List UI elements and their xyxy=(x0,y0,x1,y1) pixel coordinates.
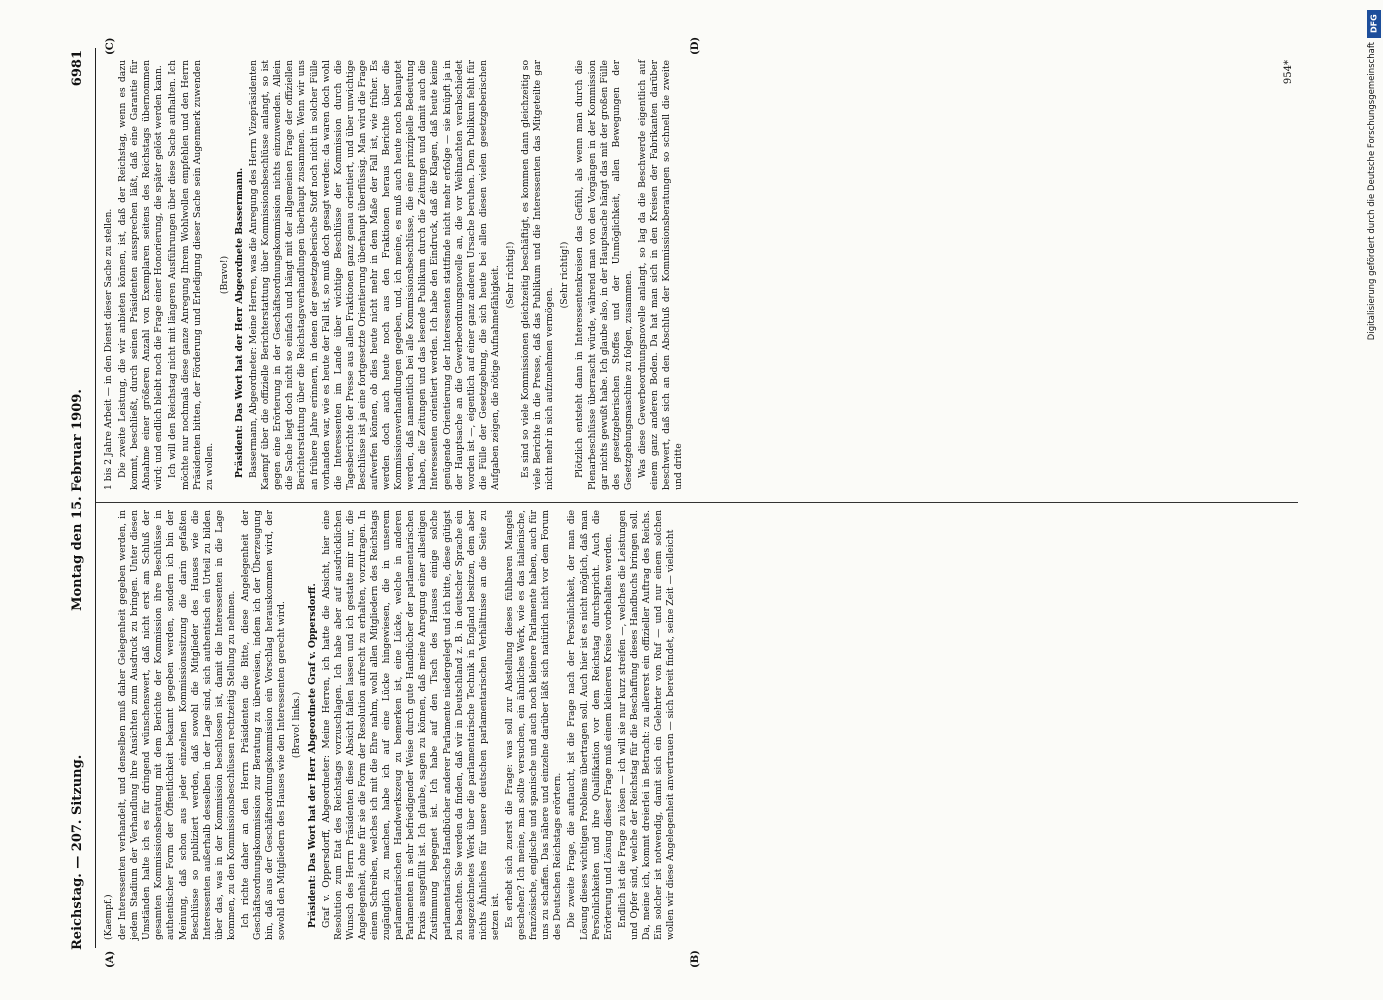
paragraph: Graf v. Oppersdorff, Abgeordneter: Meine Herren, ich hatte die Absicht, hier eine Resolution zum Etat des Reichstags vorzuschlagen. Ich habe aber auf ausdrücklichen Wunsch des Herrn Präsidenten diese Absicht fallen lassen und ich gestatte mir nur, die Angelegenheit, ohne für sie die Form der Resolution aufrecht zu erhalten, vorzutragen. In einem Schreiben, welches ich mit die Ehre nahm, wohl allen Mitgliedern des Reichstags zugänglich zu machen, habe ich auf eine Lücke hingewiesen, die in unserem parlamentarischen Handwerkszeug zu bemerken ist, eine Lücke, welche in anderen Parlamenten in sehr befriedigender Weise durch gute Handbücher der parlamentarischen Praxis ausgefüllt ist. Ich glaube, sagen zu können, daß meine Anregung einer allseitigen Zustimmung begegnet ist. Ich habe auf den Tisch des Hauses einige solche parlamentarische Handbücher anderer Parlamente niedergelegt und ich bitte, diese gütigst zu beachten. Sie werden da finden, daß wir in Deutschland z. B. in deutscher Sprache ein ausgezeichnetes Werk über die parlamentarische Technik in England besitzen, dem aber nichts Ähnliches für unsere deutschen parlamentarischen Verhältnisse an die Seite zu setzen ist. xyxy=(320,510,501,940)
president-line: Präsident: Das Wort hat der Herr Abgeordnete Bassermann. xyxy=(233,167,245,478)
dfg-logo: DFG xyxy=(1367,10,1381,38)
credit-text: Digitalisierung gefördert durch die Deutsche Forschungsgemeinschaft xyxy=(1367,42,1377,341)
interjection: (Bravo! links.) xyxy=(291,691,303,759)
paragraph: Die zweite Frage, die auftaucht, ist die Frage nach der Persönlichkeit, der man die Lösung dieses wichtigen Problems übertragen soll. Auch hier ist es nicht möglich, daß man Persönlichkeiten und ihre Qualifikation vor dem Reichstag durchspricht. Auch die Erörterung und Lösung dieser Frage muß einem kleineren Kreise vorbehalten werden. xyxy=(566,510,614,940)
paragraph: Was diese Gewerbeordnungsnovelle anlangt, so lag da die Beschwerde eigentlich auf einem ganz anderen Boden. Da hat man sich in den Kreisen der Fabrikanten darüber beschwert, daß sich an den Abschluß der Kommissionsberatungen so schnell die zweite und dritte xyxy=(636,60,685,490)
digitization-credit xyxy=(1367,10,1381,990)
interjection: (Sehr richtig!) xyxy=(505,241,516,309)
margin-mark-d: (D) xyxy=(690,36,701,55)
paragraph: Die zweite Leistung, die wir anbieten können, ist, daß der Reichstag, wenn es dazu kommt, beschließt, durch seinen Präsidenten aussprechen läßt, daß eine Garantie für Abnahme einer größeren Anzahl von Exemplaren seitens des Reichstags übernommen wird; und endlich bleibt noch die Frage einer Honorierung, die später gelöst werden kann. xyxy=(117,60,165,490)
right-column xyxy=(103,60,687,490)
paragraph: Bassermann, Abgeordneter: Meine Herren, was die Anregung des Herrn Vizepräsidenten Kaempf über die offizielle Berichterstattung über Kommissionsbeschlüsse anlangt, so ist gegen eine Erörterung in der Geschäftsordnungskommission nichts einzuwenden. Allein die Sache liegt doch nicht so einfach und hängt mit der allgemeinen Frage der offiziellen Berichterstattung über die Reichstagsverhandlungen überhaupt zusammen. Wenn wir uns an frühere Jahre erinnern, in denen der gesetzgeberische Stoff noch nicht in solcher Fülle vorhanden war, wie es heute der Fall ist, so muß doch gesagt werden: da waren doch wohl die Interessenten im Lande über wichtige Beschlüsse der Kommission durch die Tagesberichte der Presse aus allen Fraktionen ganz genau orientiert, und über unwichtige Beschlüsse ist ja eine fortgesetzte Orientierung überhaupt überflüssig. Man wird die Frage aufwerfen können, ob dies heute nicht mehr in dem Maße der Fall ist, wie früher. Es werden doch auch heute noch aus den Fraktionen heraus Berichte über die Kommissionsverhandlungen gegeben, und, ich meine, es muß auch heute noch behauptet werden, daß namentlich bei alle Kommissionsbeschlüsse, die eine prinzipielle Bedeutung haben, die Zeitungen und das lesende Publikum durch die Zeitungen und damit auch die Interessenten orientiert werden. Ich habe den Eindruck, daß die Klagen, daß heute keine genügende Orientierung der Interessenten stattfinde nicht mehr erfolge — sie knüpft ja in der Hauptsache an die Gewerbeordnungsnovelle an, die vor Weihnachten verabschiedet worden ist —, eigentlich auf einer ganz anderen Ursache beruhen. Dem Publikum fehlt für die Fülle der Gesetzgebung, die sich heute bei allen diesen vielen gesetzgeberischen Aufgaben zeigen, die nötige Aufnahmefähigkeit. xyxy=(248,60,501,490)
paragraph: 1 bis 2 Jahre Arbeit — in den Dienst dieser Sache zu stellen. xyxy=(103,208,114,490)
interjection: (Sehr richtig!) xyxy=(559,241,571,309)
header-session: Reichstag. — 207. Sitzung. xyxy=(70,754,85,950)
header-page-number: 6981 xyxy=(70,50,85,87)
president-line: Präsident: Das Wort hat der Herr Abgeordnete Graf v. Oppersdorff. xyxy=(306,583,318,928)
paragraph: Ich richte daher an den Herrn Präsidenten die Bitte, diese Angelegenheit der Geschäftsordnungskommission zur Beratung zu überweisen, indem ich der Überzeugung bin, daß aus der Geschäftsordnungskommission ein Vorschlag herauskommen wird, der sowohl den Mitgliedern des Hauses wie den Interessenten gerecht wird. xyxy=(240,510,288,940)
header-date: Montag den 15. Februar 1909. xyxy=(70,389,85,611)
left-column xyxy=(103,510,679,940)
paragraph: der Interessenten verhandelt, und denselben muß daher Gelegenheit gegeben werden, in jedem Stadium der Verhandlung ihre Ansichten zum Ausdruck zu bringen. Unter diesen Umständen halte ich es für dringend wünschenswert, daß nicht erst am Schluß der gesamten Kommissionsberatung mit dem Berichte der Kommission ihre Beschlüsse in authentischer Form der Öffentlichkeit bekannt gegeben werden, sondern ich bin der Meinung, daß schon aus jeder einzelnen Kommissionssitzung die darin gefaßten Beschlüsse so publiziert werden, daß sowohl die Mitglieder des Hauses wie die Interessenten außerhalb desselben in der Lage sind, sich authentisch ein Urteil zu bilden über das, was in der Kommission beschlossen ist, damit die Interessenten in die Lage kommen, zu den Kommissionsbeschlüssen rechtzeitig Stellung zu nehmen. xyxy=(117,510,237,940)
paragraph: Es sind so viele Kommissionen gleichzeitig beschäftigt, es kommen dann gleichzeitig so viele Berichte in die Presse, daß das Publikum und die Interessenten das Mitgeteilte gar nicht mehr in sich aufzunehmen vermögen. xyxy=(520,60,556,490)
header-rule xyxy=(95,48,96,948)
interjection: (Bravo!) xyxy=(218,255,230,295)
signature-mark: 954* xyxy=(1283,60,1294,85)
margin-mark-a: (A) xyxy=(105,950,116,968)
column-separator xyxy=(96,502,1298,503)
paragraph: Plötzlich entsteht dann in Interessentenkreisen das Gefühl, als wenn man durch die Plenarbeschlüsse überrascht würde, während man von den Vorgängen in der Kommission gar nichts gewußt habe. Ich glaube also, in der Hauptsache hängt das mit der großen Fülle des gesetzgeberischen Stoffes und der Unmöglichkeit, allen Bewegungen der Gesetzgebungsmaschine zu folgen, zusammen. xyxy=(574,60,634,490)
page-header xyxy=(70,50,94,950)
paragraph: Endlich ist die Frage zu lösen — ich will sie nur kurz streifen —, welches die Leistungen und Opfer sind, welche der Reichstag für die Beschaffung dieses Handbuchs bringen soll. Da, meine ich, kommt dreierlei in Betracht: zu allererst ein offizieller Auftrag des Reichs. Ein solcher ist notwendig, damit sich ein Gelehrter von Ruf — und nur einem solchen wollen wir diese Angelegenheit anvertrauen — sich bereit findet, seine Zeit — vielleicht xyxy=(616,510,677,940)
speaker-tag: (Kaempf.) xyxy=(103,894,114,940)
paragraph: Ich will den Reichstag nicht mit längeren Ausführungen über diese Sache aufhalten. Ich möchte nur nochmals diese ganze Anregung Ihrem Wohlwollen empfehlen und den Herrn Präsidenten bitten, der Förderung und Erledigung dieser Sache sein Augenmerk zuwenden zu wollen. xyxy=(167,60,215,490)
paragraph: Es erhebt sich zuerst die Frage: was soll zur Abstellung dieses fühlbaren Mangels geschehen? Ich meine, man sollte versuchen, ein ähnliches Werk, wie es das italienische, französische, englische und spanische und auch noch kleinere Parlamente haben, auch für uns zu schaffen. Das nähere und einzelne darüber läßt sich natürlich nicht vor dem Forum des Deutschen Reichstags erörtern. xyxy=(504,510,564,940)
margin-mark-c: (C) xyxy=(105,37,116,55)
margin-mark-b: (B) xyxy=(690,950,701,968)
